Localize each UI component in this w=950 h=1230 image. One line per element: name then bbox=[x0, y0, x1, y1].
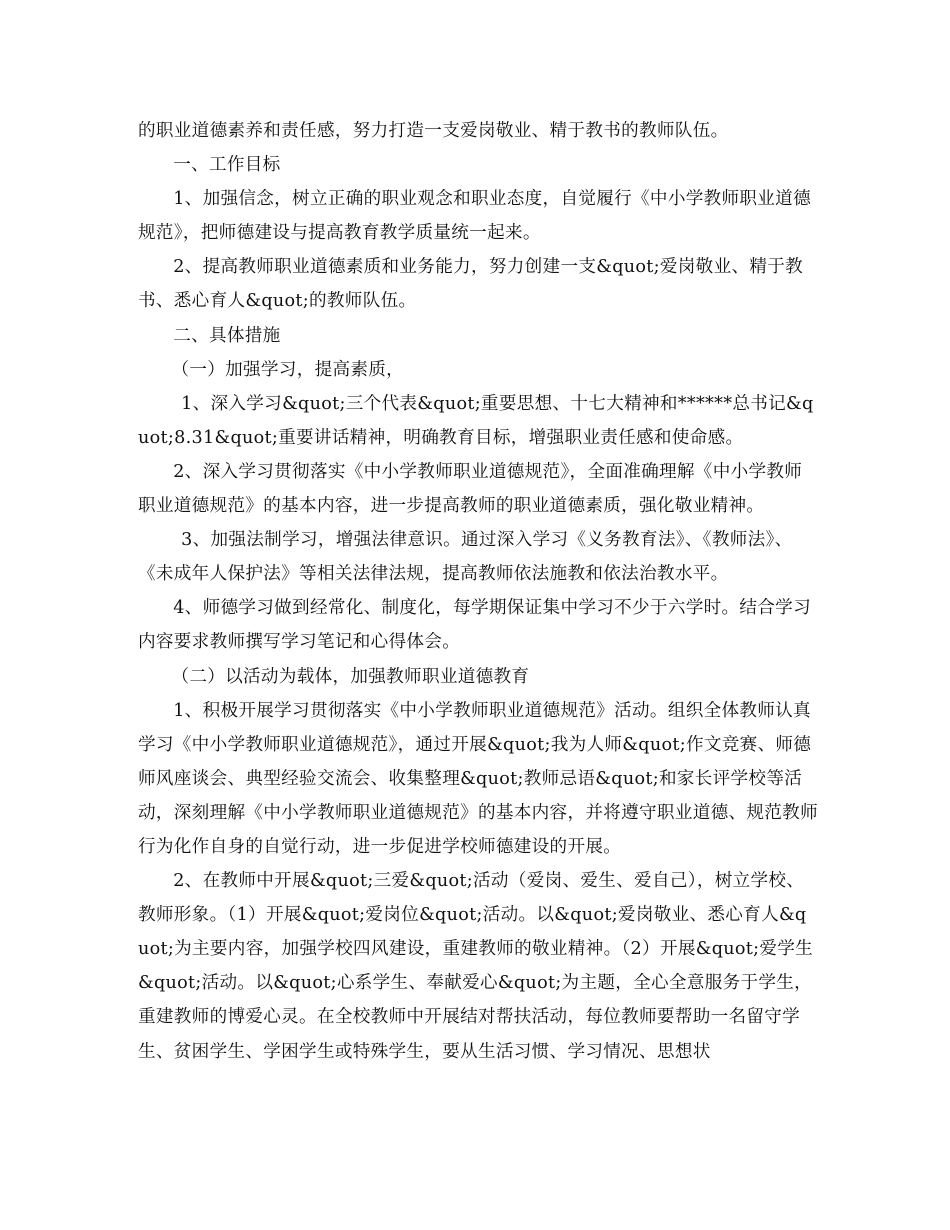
paragraph-continuation: 的职业道德素养和责任感，努力打造一支爱岗敬业、精于教书的教师队伍。 bbox=[138, 121, 729, 141]
section-heading-goals: 一、工作目标 bbox=[173, 155, 281, 176]
study-item-4: 4、师德学习做到经常化、制度化，每学期保证集中学习不少于六学时。结合学习内容要求教师撰写学习笔记和心得体会。 bbox=[138, 598, 811, 653]
study-item-2: 2、深入学习贯彻落实《中小学教师职业道德规范》，全面准确理解《中小学教师职业道德规范》的基本内容，进一步提高教师的职业道德素质，强化敬业精神。 bbox=[138, 461, 803, 517]
study-item-1: 1、深入学习&quot;三个代表&quot;重要思想、十七大精神和******总书记&quot;8.31&quot;重要讲话精神，明确教育目标，增强职业责任感和使命感。 bbox=[138, 393, 814, 448]
goal-item-1: 1、加强信念，树立正确的职业观念和职业态度，自觉履行《中小学教师职业道德规范》，把师德建设与提高教育教学质量统一起来。 bbox=[138, 189, 811, 244]
subsection-heading-activities: （二）以活动为载体，加强教师职业道德教育 bbox=[171, 666, 530, 687]
study-item-3: 3、加强法制学习，增强法律意识。通过深入学习《义务教育法》、《教师法》、《未成年人保护法》等相关法律法规，提高教师依法施教和依法治教水平。 bbox=[138, 530, 793, 585]
section-heading-measures: 二、具体措施 bbox=[173, 325, 281, 346]
activity-item-2: 2、在教师中开展&quot;三爱&quot;活动（爱岗、爱生、爱自己），树立学校、教师形象。（1）开展&quot;爱岗位&quot;活动。以&quot;爱岗敬业、悉心育人&quot;为主要内容，加强学校四风建设，重建教师的敬业精神。（2）开展&quot;爱学生&quot;活动。以&quot;心系学生、奉献爱心&quot;为主题，全心全意服务于学生，重建教师的博爱心灵。在全校教师中开展结对帮扶活动，每位教师要帮助一名留守学生、贫困学生、学困学生或特殊学生，要从生活习惯、学习情况、思想状 bbox=[138, 871, 814, 1062]
document-body bbox=[138, 114, 818, 1069]
activity-item-1: 1、积极开展学习贯彻落实《中小学教师职业道德规范》活动。组织全体教师认真学习《中小学教师职业道德规范》，通过开展&quot;我为人师&quot;作文竞赛、师德师风座谈会、典型经验交流会、收集整理&quot;教师忌语&quot;和家长评学校等活动，深刻理解《中小学教师职业道德规范》的基本内容，并将遵守职业道德、规范教师行为化作自身的自觉行动，进一步促进学校师德建设的开展。 bbox=[138, 700, 818, 857]
subsection-heading-study: （一）加强学习，提高素质， bbox=[171, 359, 405, 380]
goal-item-2: 2、提高教师职业道德素质和业务能力，努力创建一支&quot;爱岗敬业、精于教书、悉心育人&quot;的教师队伍。 bbox=[138, 257, 804, 312]
